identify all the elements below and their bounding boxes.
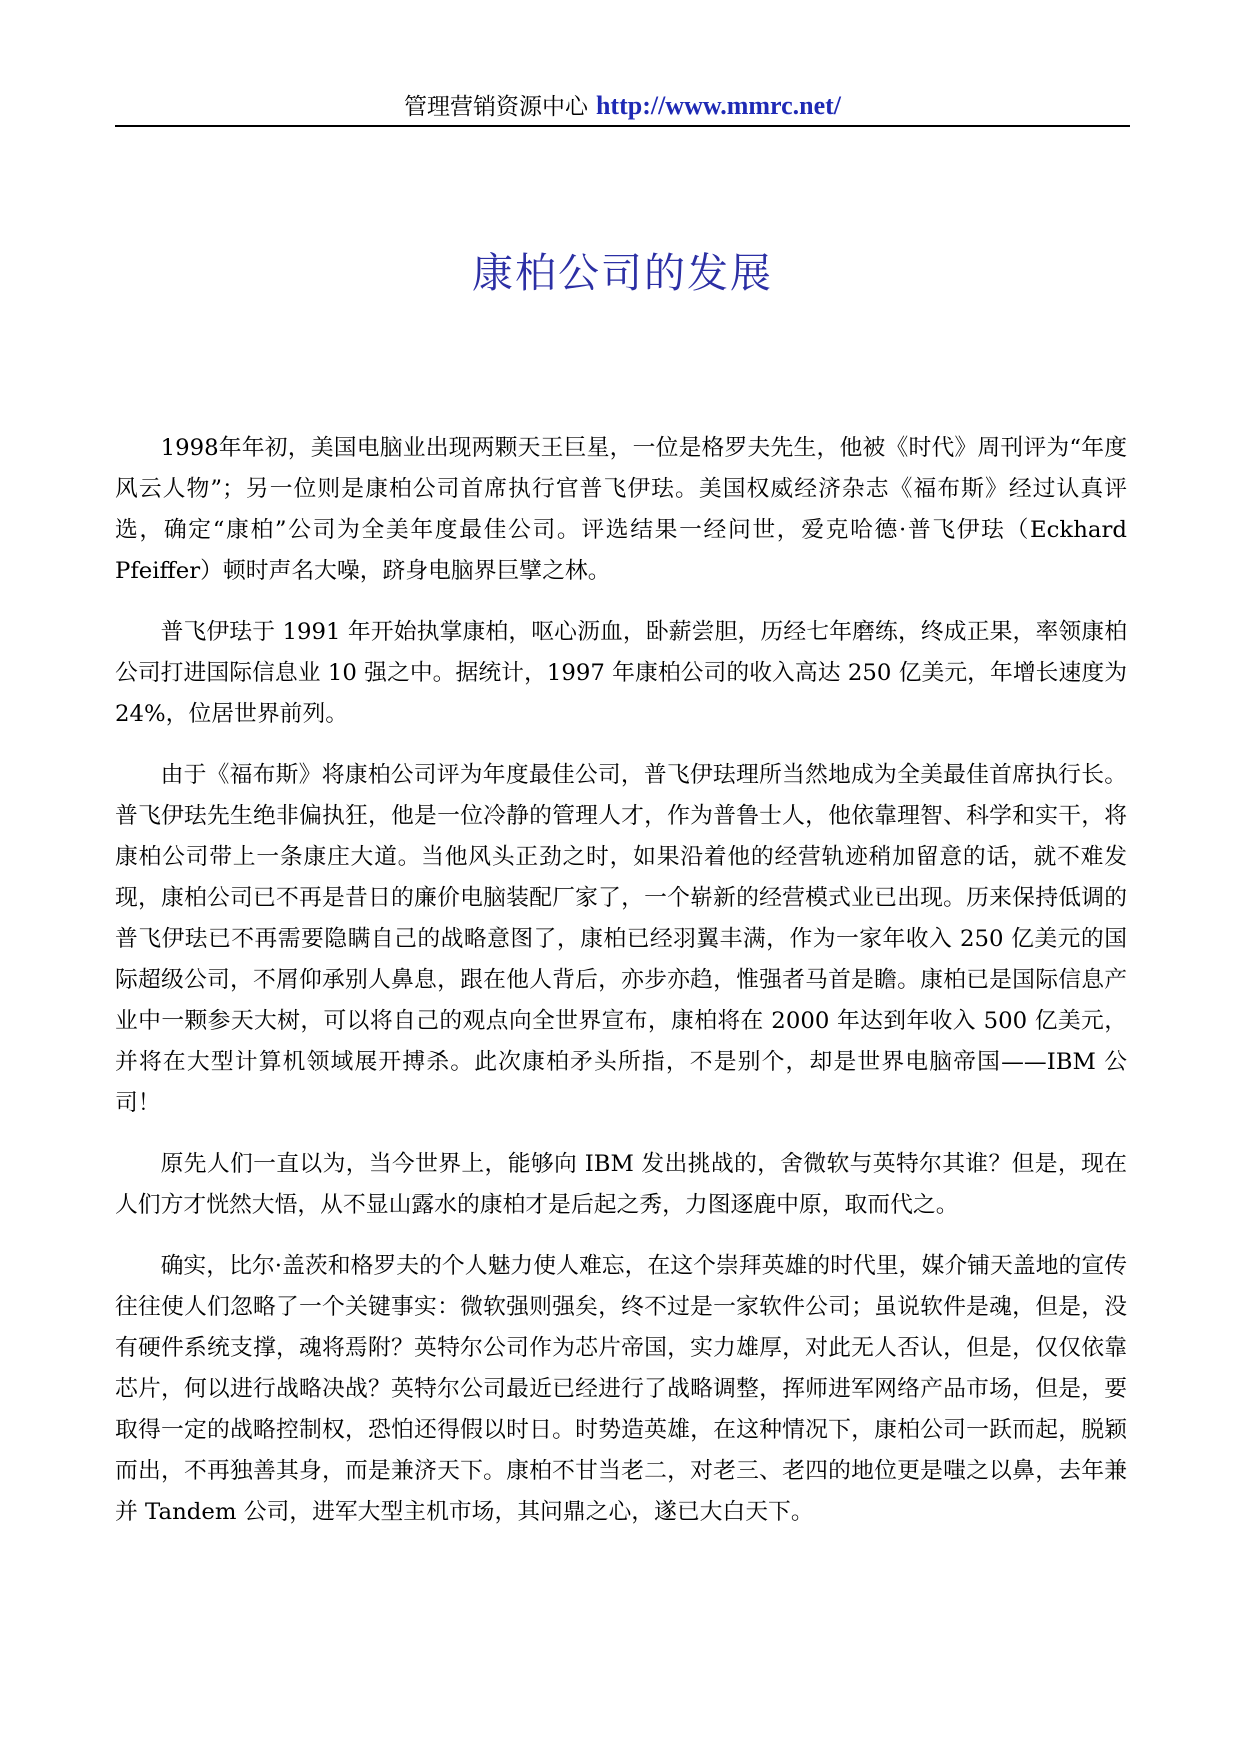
- header-url-link[interactable]: http://www.mmrc.net/: [595, 91, 842, 120]
- paragraph-1: 1998年年初，美国电脑业出现两颗天王巨星，一位是格罗夫先生，他被《时代》周刊评为“年度风云人物”；另一位则是康柏公司首席执行官普飞伊珐。美国权威经济杂志《福布斯》经过认真评选，确定“康柏”公司为全美年度最佳公司。评选结果一经问世，爱克哈德·普飞伊珐（Eckhard Pfeiffer）顿时声名大噪，跻身电脑界巨擘之林。: [115, 435, 1127, 584]
- paragraph-4: 原先人们一直以为，当今世界上，能够向 IBM 发出挑战的，舍微软与英特尔其谁？但是，现在人们方才恍然大悟，从不显山露水的康柏才是后起之秀，力图逐鹿中原，取而代之。: [115, 1151, 1127, 1218]
- page-header: [115, 88, 1130, 124]
- paragraph-2: 普飞伊珐于 1991 年开始执掌康柏，呕心沥血，卧薪尝胆，历经七年磨练，终成正果，率领康柏公司打进国际信息业 10 强之中。据统计，1997 年康柏公司的收入高达 250 亿美元，年增长速度为 24%，位居世界前列。: [115, 619, 1127, 727]
- article-body: [115, 428, 1127, 1553]
- document-title: 康柏公司的发展: [472, 249, 773, 297]
- paragraph-5: 确实，比尔·盖茨和格罗夫的个人魅力使人难忘，在这个崇拜英雄的时代里，媒介铺天盖地的宣传往往使人们忽略了一个关键事实：微软强则强矣，终不过是一家软件公司；虽说软件是魂，但是，没有硬件系统支撑，魂将焉附？英特尔公司作为芯片帝国，实力雄厚，对此无人否认，但是，仅仅依靠芯片，何以进行战略决战？英特尔公司最近已经进行了战略调整，挥师进军网络产品市场，但是，要取得一定的战略控制权，恐怕还得假以时日。时势造英雄，在这种情况下，康柏公司一跃而起，脱颖而出，不再独善其身，而是兼济天下。康柏不甘当老二，对老三、老四的地位更是嗤之以鼻，去年兼并 Tandem 公司，进军大型主机市场，其问鼎之心，遂已大白天下。: [115, 1253, 1127, 1525]
- header-divider: [115, 125, 1130, 127]
- paragraph-3: 由于《福布斯》将康柏公司评为年度最佳公司，普飞伊珐理所当然地成为全美最佳首席执行长。普飞伊珐先生绝非偏执狂，他是一位冷静的管理人才，作为普鲁士人，他依靠理智、科学和实干，将康柏公司带上一条康庄大道。当他风头正劲之时，如果沿着他的经营轨迹稍加留意的话，就不难发现，康柏公司已不再是昔日的廉价电脑装配厂家了，一个崭新的经营模式业已出现。历来保持低调的普飞伊珐已不再需要隐瞒自己的战略意图了，康柏已经羽翼丰满，作为一家年收入 250 亿美元的国际超级公司，不屑仰承别人鼻息，跟在他人背后，亦步亦趋，惟强者马首是瞻。康柏已是国际信息产业中一颗参天大树，可以将自己的观点向全世界宣布，康柏将在 2000 年达到年收入 500 亿美元，并将在大型计算机领域展开搏杀。此次康柏矛头所指，不是别个，却是世界电脑帝国——IBM 公司！: [115, 762, 1127, 1116]
- header-org-name: 管理营销资源中心: [403, 94, 588, 120]
